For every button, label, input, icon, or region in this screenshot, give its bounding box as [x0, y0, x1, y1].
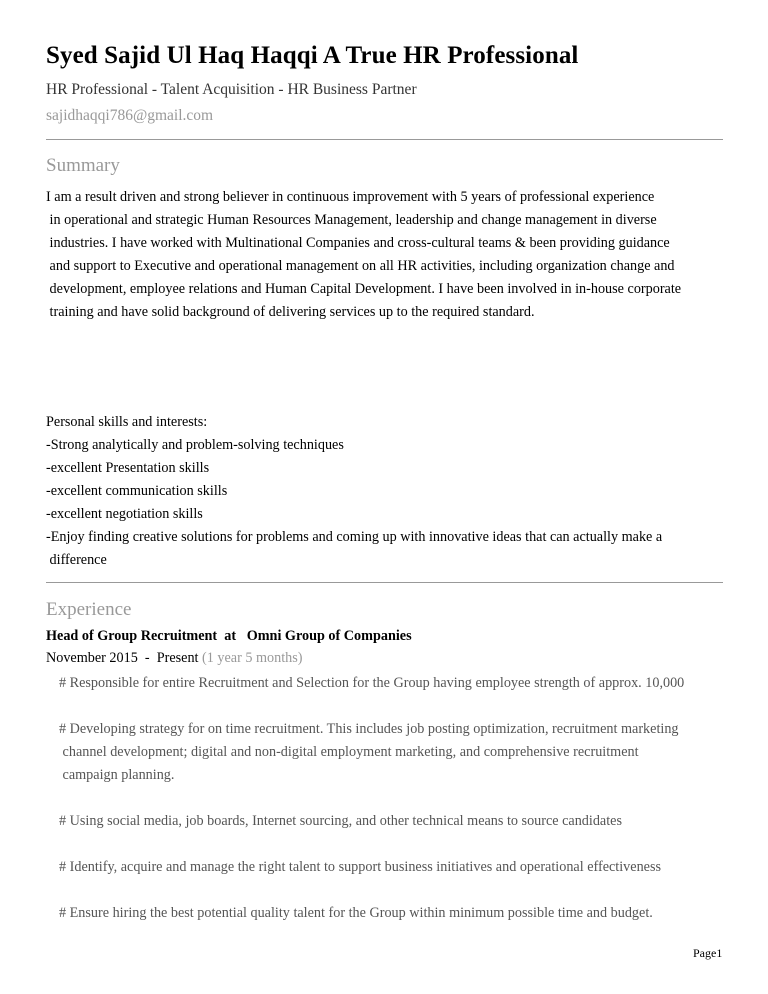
skills-line: -Strong analytically and problem-solving techniques	[46, 437, 344, 453]
summary-line: training and have solid background of delivering services up to the required standard.	[46, 304, 535, 320]
duty-line: # Responsible for entire Recruitment and Selection for the Group having employee strength of approx. 10,000	[59, 675, 685, 691]
duty-line: campaign planning.	[59, 767, 175, 783]
divider	[46, 582, 723, 583]
duty-line: # Developing strategy for on time recruitment. This includes job posting optimization, recruitment marketing	[59, 721, 679, 737]
job-duties	[46, 672, 684, 925]
skills-line: -Enjoy finding creative solutions for problems and coming up with innovative ideas that can actually make a	[46, 529, 663, 545]
summary-line: I am a result driven and strong believer in continuous improvement with 5 years of professional experience	[46, 189, 655, 205]
summary-heading: Summary	[46, 155, 120, 176]
experience-heading: Experience	[46, 599, 132, 620]
divider	[46, 139, 723, 140]
skills-line: -excellent Presentation skills	[46, 460, 210, 476]
summary-line: in operational and strategic Human Resources Management, leadership and change management in diverse	[46, 212, 657, 228]
skills-line: Personal skills and interests:	[46, 414, 208, 430]
duty-line: # Using social media, job boards, Internet sourcing, and other technical means to source candidates	[59, 813, 622, 829]
job-dates	[46, 650, 303, 667]
job-title: Head of Group Recruitment at Omni Group of Companies	[46, 628, 412, 644]
summary-line: and support to Executive and operational management on all HR activities, including organization change and	[46, 258, 675, 274]
candidate-name: Syed Sajid Ul Haq Haqqi A True HR Professional	[46, 42, 579, 69]
skills-line: -excellent negotiation skills	[46, 506, 203, 522]
summary-text	[46, 186, 681, 324]
duty-line: # Ensure hiring the best potential quality talent for the Group within minimum possible time and budget.	[59, 905, 653, 921]
candidate-email[interactable]: sajidhaqqi786@gmail.com	[46, 107, 214, 124]
job-date-range: November 2015 - Present	[46, 650, 203, 666]
duty-line: # Identify, acquire and manage the right talent to support business initiatives and operational effectiveness	[59, 859, 661, 875]
job-duration: (1 year 5 months)	[202, 650, 303, 666]
summary-line: development, employee relations and Human Capital Development. I have been involved in in-house corporate	[46, 281, 682, 297]
candidate-headline: HR Professional - Talent Acquisition - HR Business Partner	[46, 81, 417, 98]
duty-line: channel development; digital and non-digital employment marketing, and comprehensive recruitment	[59, 744, 639, 760]
skills-text	[46, 411, 662, 572]
summary-line: industries. I have worked with Multinational Companies and cross-cultural teams & been providing guidance	[46, 235, 670, 251]
skills-line: -excellent communication skills	[46, 483, 228, 499]
skills-line: difference	[46, 552, 107, 568]
page-number: Page1	[693, 946, 723, 960]
